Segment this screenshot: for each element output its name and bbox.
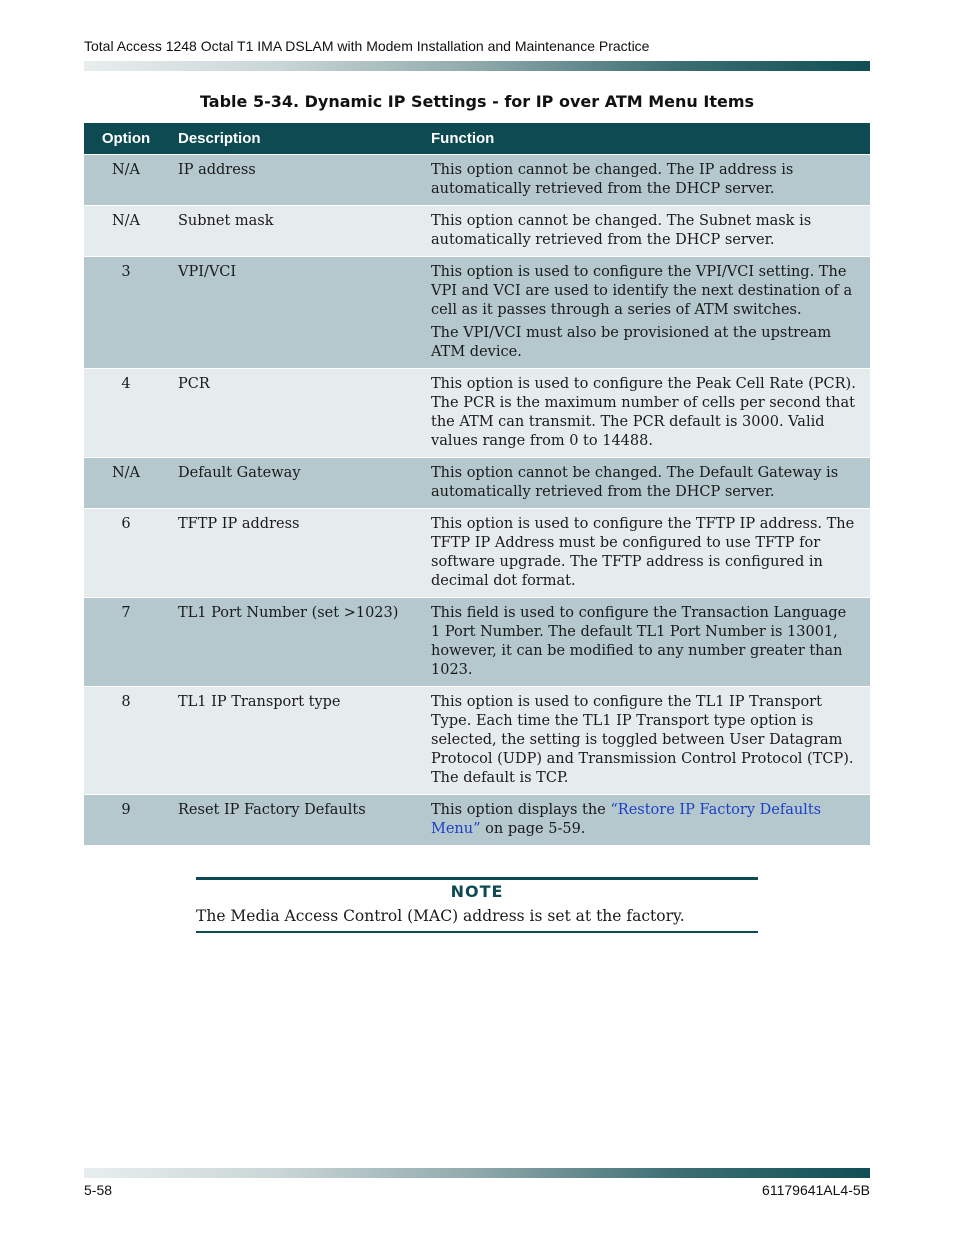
function-text: This option cannot be changed. The Default Gateway is automatically retrieved from the DHCP server. (431, 465, 839, 500)
column-header-option: Option (84, 123, 168, 155)
header-rule (84, 61, 870, 71)
table-row (84, 155, 870, 206)
option-cell: N/A (84, 155, 168, 206)
function-text: This option cannot be changed. The Subnet mask is automatically retrieved from the DHCP server. (431, 213, 812, 248)
function-text: This option is used to configure the VPI/VCI setting. The VPI and VCI are used to identify the next destination of a cell as it passes through a series of ATM switches. (431, 264, 853, 318)
function-cell (421, 155, 870, 206)
table-row (84, 458, 870, 509)
option-cell: 6 (84, 509, 168, 598)
column-header-description: Description (168, 123, 421, 155)
note-box (196, 877, 758, 933)
column-header-function: Function (421, 123, 870, 155)
function-cell (421, 687, 870, 795)
function-cell (421, 206, 870, 257)
restore-defaults-link[interactable]: “Restore IP Factory Defaults Menu” (431, 802, 822, 837)
function-text: This option cannot be changed. The IP address is automatically retrieved from the DHCP server. (431, 162, 794, 197)
function-text: This option is used to configure the TFTP IP address. The TFTP IP Address must be configured to use TFTP for software upgrade. The TFTP address is configured in decimal dot format. (431, 516, 855, 589)
function-cell (421, 458, 870, 509)
table-body (84, 155, 870, 846)
description-cell: Subnet mask (168, 206, 421, 257)
page-number: 5-58 (84, 1182, 113, 1198)
running-header: Total Access 1248 Octal T1 IMA DSLAM with Modem Installation and Maintenance Practice (84, 38, 650, 54)
function-text: This option is used to configure the Peak Cell Rate (PCR). The PCR is the maximum number of cells per second that the ATM can transmit. The PCR default is 3000. Valid values range from 0 to 14488. (431, 376, 856, 449)
description-cell: Default Gateway (168, 458, 421, 509)
table-row (84, 257, 870, 369)
document-number: 61179641AL4-5B (762, 1182, 870, 1198)
note-title: NOTE (450, 882, 504, 901)
note-text: The Media Access Control (MAC) address is set at the factory. (196, 907, 685, 925)
table-row (84, 687, 870, 795)
description-cell: TL1 Port Number (set >1023) (168, 598, 421, 687)
description-cell: PCR (168, 369, 421, 458)
function-text: This option is used to configure the TL1 IP Transport Type. Each time the TL1 IP Transport type option is selected, the setting is toggled between User Datagram Protocol (UDP) and Transmission Control Protocol (TCP). The default is TCP. (431, 694, 854, 786)
option-cell: 8 (84, 687, 168, 795)
table-row (84, 795, 870, 846)
function-cell (421, 509, 870, 598)
table-row (84, 509, 870, 598)
description-cell: Reset IP Factory Defaults (168, 795, 421, 846)
function-text: The VPI/VCI must also be provisioned at the upstream ATM device. (431, 325, 832, 360)
function-text (431, 801, 858, 839)
table-header-row (84, 123, 870, 155)
table-row (84, 598, 870, 687)
function-cell (421, 795, 870, 846)
option-cell: 3 (84, 257, 168, 369)
function-cell (421, 598, 870, 687)
function-cell (421, 369, 870, 458)
option-cell: N/A (84, 206, 168, 257)
function-text: This field is used to configure the Transaction Language 1 Port Number. The default TL1 Port Number is 13001, however, it can be modified to any number greater than 1023. (431, 605, 847, 678)
table-row (84, 369, 870, 458)
table-row (84, 206, 870, 257)
option-cell: N/A (84, 458, 168, 509)
description-cell: TL1 IP Transport type (168, 687, 421, 795)
description-cell: TFTP IP address (168, 509, 421, 598)
function-prefix: This option displays the (431, 802, 611, 818)
table-caption: Table 5-34. Dynamic IP Settings - for IP over ATM Menu Items (199, 92, 755, 111)
option-cell: 7 (84, 598, 168, 687)
function-cell (421, 257, 870, 369)
function-suffix: on page 5-59. (480, 821, 586, 837)
option-cell: 4 (84, 369, 168, 458)
description-cell: IP address (168, 155, 421, 206)
settings-table (84, 123, 870, 845)
option-cell: 9 (84, 795, 168, 846)
description-cell: VPI/VCI (168, 257, 421, 369)
footer-rule (84, 1168, 870, 1178)
